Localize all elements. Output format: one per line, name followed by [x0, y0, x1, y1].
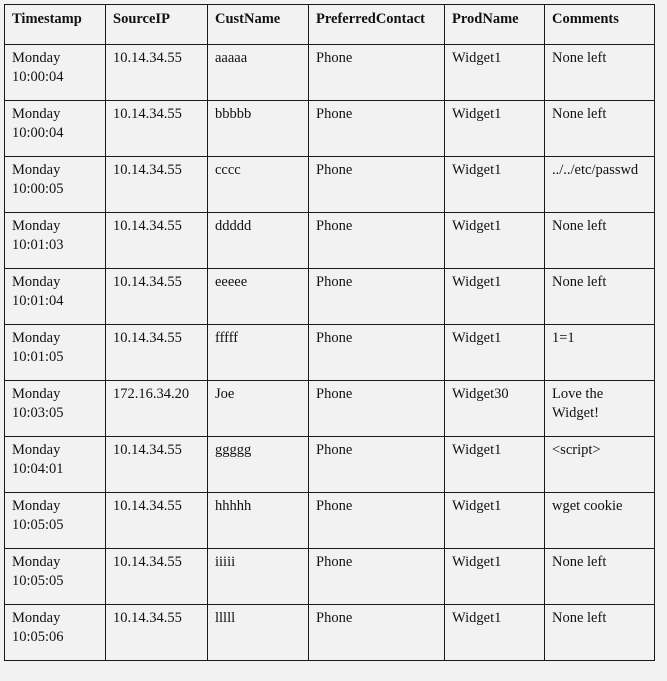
cell-text: None left	[552, 218, 607, 234]
header-cust-name: CustName	[208, 5, 309, 45]
cell-text: bbbbb	[215, 106, 252, 122]
cell-text: Monday 10:00:05	[12, 162, 64, 197]
cell-timestamp	[5, 605, 106, 661]
cell-preferred-contact	[309, 101, 445, 157]
cell-text: None left	[552, 610, 607, 626]
cell-text: Widget1	[452, 106, 502, 122]
cell-text: 172.16.34.20	[113, 386, 190, 402]
cell-cust-name	[208, 605, 309, 661]
cell-cust-name	[208, 493, 309, 549]
cell-comments	[545, 101, 655, 157]
cell-comments	[545, 549, 655, 605]
cell-source-ip	[106, 549, 208, 605]
cell-text: Phone	[316, 498, 353, 514]
log-table	[4, 4, 655, 661]
cell-prod-name	[445, 493, 545, 549]
cell-text: Widget1	[452, 162, 502, 178]
cell-text: Phone	[316, 330, 353, 346]
cell-text: Widget30	[452, 386, 509, 402]
cell-prod-name	[445, 605, 545, 661]
header-preferred-contact: PreferredContact	[309, 5, 445, 45]
header-row	[5, 5, 655, 45]
cell-prod-name	[445, 101, 545, 157]
cell-text: wget cookie	[552, 498, 623, 514]
cell-preferred-contact	[309, 45, 445, 101]
cell-cust-name	[208, 45, 309, 101]
table-row	[5, 213, 655, 269]
cell-text: Phone	[316, 50, 353, 66]
cell-timestamp	[5, 549, 106, 605]
cell-text: iiiii	[215, 554, 236, 570]
cell-preferred-contact	[309, 325, 445, 381]
cell-source-ip	[106, 437, 208, 493]
cell-text: Widget1	[452, 554, 502, 570]
cell-text: cccc	[215, 162, 241, 178]
cell-text: 10.14.34.55	[113, 106, 182, 122]
cell-text: Widget1	[452, 218, 502, 234]
cell-prod-name	[445, 213, 545, 269]
header-source-ip: SourceIP	[106, 5, 208, 45]
cell-text: 10.14.34.55	[113, 330, 182, 346]
table-row	[5, 605, 655, 661]
cell-preferred-contact	[309, 381, 445, 437]
cell-cust-name	[208, 437, 309, 493]
cell-preferred-contact	[309, 549, 445, 605]
cell-text: Monday 10:05:05	[12, 498, 64, 533]
cell-timestamp	[5, 101, 106, 157]
cell-comments	[545, 437, 655, 493]
table-row	[5, 325, 655, 381]
cell-preferred-contact	[309, 157, 445, 213]
cell-text: Phone	[316, 162, 353, 178]
table-row	[5, 101, 655, 157]
cell-text: fffff	[215, 330, 239, 346]
cell-source-ip	[106, 157, 208, 213]
cell-source-ip	[106, 325, 208, 381]
cell-text: Monday 10:00:04	[12, 106, 64, 141]
cell-source-ip	[106, 213, 208, 269]
cell-cust-name	[208, 157, 309, 213]
cell-text: 10.14.34.55	[113, 162, 182, 178]
cell-text: 10.14.34.55	[113, 274, 182, 290]
cell-text: None left	[552, 50, 607, 66]
cell-text: 1=1	[552, 330, 575, 346]
cell-prod-name	[445, 157, 545, 213]
cell-prod-name	[445, 381, 545, 437]
cell-cust-name	[208, 381, 309, 437]
cell-text: <script>	[552, 442, 601, 458]
cell-text: Widget1	[452, 442, 502, 458]
cell-source-ip	[106, 269, 208, 325]
header-timestamp: Timestamp	[5, 5, 106, 45]
cell-prod-name	[445, 549, 545, 605]
cell-comments	[545, 381, 655, 437]
cell-text: Monday 10:04:01	[12, 442, 64, 477]
cell-source-ip	[106, 381, 208, 437]
cell-text: Monday 10:00:04	[12, 50, 64, 85]
table-row	[5, 493, 655, 549]
header-prod-name: ProdName	[445, 5, 545, 45]
cell-comments	[545, 213, 655, 269]
cell-timestamp	[5, 437, 106, 493]
cell-text: Phone	[316, 218, 353, 234]
cell-prod-name	[445, 269, 545, 325]
cell-text: Phone	[316, 554, 353, 570]
cell-text: Widget1	[452, 610, 502, 626]
cell-text: 10.14.34.55	[113, 554, 182, 570]
table-row	[5, 269, 655, 325]
cell-comments	[545, 493, 655, 549]
cell-comments	[545, 157, 655, 213]
cell-prod-name	[445, 325, 545, 381]
cell-text: Phone	[316, 274, 353, 290]
cell-cust-name	[208, 325, 309, 381]
cell-text: aaaaa	[215, 50, 248, 66]
table-row	[5, 549, 655, 605]
cell-timestamp	[5, 381, 106, 437]
cell-cust-name	[208, 269, 309, 325]
cell-text: Phone	[316, 106, 353, 122]
cell-text: Joe	[215, 386, 235, 402]
cell-preferred-contact	[309, 493, 445, 549]
cell-text: Phone	[316, 610, 353, 626]
cell-timestamp	[5, 45, 106, 101]
cell-timestamp	[5, 213, 106, 269]
cell-prod-name	[445, 45, 545, 101]
cell-source-ip	[106, 101, 208, 157]
cell-preferred-contact	[309, 605, 445, 661]
cell-text: Widget1	[452, 50, 502, 66]
cell-timestamp	[5, 269, 106, 325]
cell-preferred-contact	[309, 437, 445, 493]
cell-timestamp	[5, 325, 106, 381]
cell-text: 10.14.34.55	[113, 218, 182, 234]
cell-comments	[545, 325, 655, 381]
cell-comments	[545, 605, 655, 661]
cell-preferred-contact	[309, 213, 445, 269]
cell-text: hhhhh	[215, 498, 252, 514]
cell-text: Love the Widget!	[552, 386, 604, 421]
cell-cust-name	[208, 549, 309, 605]
cell-text: 10.14.34.55	[113, 442, 182, 458]
cell-cust-name	[208, 213, 309, 269]
cell-text: Monday 10:01:05	[12, 330, 64, 365]
cell-text: None left	[552, 274, 607, 290]
cell-text: Phone	[316, 442, 353, 458]
cell-text: lllll	[215, 610, 236, 626]
cell-text: Monday 10:03:05	[12, 386, 64, 421]
cell-text: Monday 10:01:03	[12, 218, 64, 253]
cell-text: Phone	[316, 386, 353, 402]
cell-text: eeeee	[215, 274, 248, 290]
cell-text: None left	[552, 554, 607, 570]
cell-prod-name	[445, 437, 545, 493]
cell-text: Monday 10:05:06	[12, 610, 64, 645]
table-row	[5, 45, 655, 101]
cell-text: 10.14.34.55	[113, 50, 182, 66]
table-row	[5, 381, 655, 437]
table-row	[5, 437, 655, 493]
cell-preferred-contact	[309, 269, 445, 325]
cell-source-ip	[106, 605, 208, 661]
cell-text: Widget1	[452, 330, 502, 346]
cell-timestamp	[5, 157, 106, 213]
cell-text: Monday 10:01:04	[12, 274, 64, 309]
cell-text: Monday 10:05:05	[12, 554, 64, 589]
cell-timestamp	[5, 493, 106, 549]
cell-comments	[545, 45, 655, 101]
cell-source-ip	[106, 493, 208, 549]
table-row	[5, 157, 655, 213]
cell-text: Widget1	[452, 498, 502, 514]
cell-text: Widget1	[452, 274, 502, 290]
cell-text: None left	[552, 106, 607, 122]
cell-text: ggggg	[215, 442, 252, 458]
cell-comments	[545, 269, 655, 325]
cell-cust-name	[208, 101, 309, 157]
cell-text: 10.14.34.55	[113, 610, 182, 626]
cell-text: ddddd	[215, 218, 252, 234]
cell-source-ip	[106, 45, 208, 101]
cell-text: ../../etc/passwd	[552, 162, 639, 178]
header-comments: Comments	[545, 5, 655, 45]
log-table-container	[4, 4, 655, 661]
cell-text: 10.14.34.55	[113, 498, 182, 514]
